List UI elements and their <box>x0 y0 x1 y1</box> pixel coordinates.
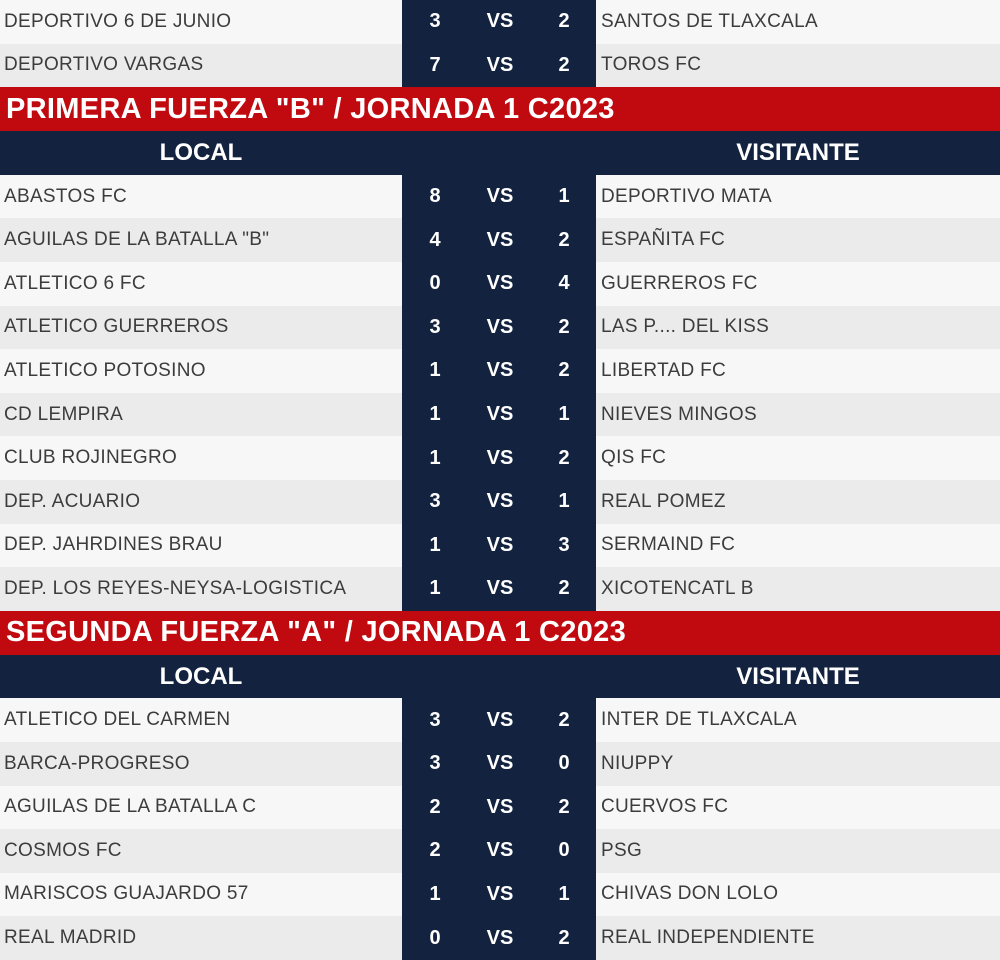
local-team: DEPORTIVO 6 DE JUNIO <box>4 10 232 32</box>
away-score: 2 <box>558 53 570 76</box>
score <box>402 698 596 742</box>
away-score: 2 <box>558 926 570 949</box>
visiting-team: TOROS FC <box>601 54 702 76</box>
visiting-team: INTER DE TLAXCALA <box>601 709 797 731</box>
visiting-team: XICOTENCATL B <box>601 577 754 599</box>
score <box>402 916 596 960</box>
score <box>402 0 596 44</box>
score-header-spacer <box>402 131 596 175</box>
match-row <box>0 873 1000 917</box>
home-score: 3 <box>429 10 441 33</box>
visiting-team: REAL INDEPENDIENTE <box>601 927 815 949</box>
local-team: AGUILAS DE LA BATALLA C <box>4 796 257 818</box>
visiting-team: ESPAÑITA FC <box>601 229 726 251</box>
home-score: 3 <box>429 752 441 775</box>
score <box>402 786 596 830</box>
home-score: 1 <box>429 359 441 382</box>
match-row <box>0 567 1000 611</box>
score <box>402 218 596 262</box>
score <box>402 393 596 437</box>
local-team: DEPORTIVO VARGAS <box>4 54 204 76</box>
away-score: 0 <box>558 839 570 862</box>
home-score: 3 <box>429 708 441 731</box>
away-score: 2 <box>558 795 570 818</box>
away-score: 3 <box>558 533 570 556</box>
local-team: DEP. LOS REYES-NEYSA-LOGISTICA <box>4 577 347 599</box>
local-team: ATLETICO POTOSINO <box>4 359 206 381</box>
match-row <box>0 480 1000 524</box>
match-row <box>0 829 1000 873</box>
visiting-team: PSG <box>601 839 643 861</box>
score <box>402 567 596 611</box>
visiting-team: LIBERTAD FC <box>601 359 727 381</box>
column-header-row <box>0 655 1000 699</box>
vs-label: VS <box>486 315 514 338</box>
visiting-team: LAS P.... DEL KISS <box>601 316 770 338</box>
visiting-team: NIEVES MINGOS <box>601 403 757 425</box>
score <box>402 306 596 350</box>
score <box>402 349 596 393</box>
vs-label: VS <box>486 577 514 600</box>
away-score: 2 <box>558 315 570 338</box>
away-score: 0 <box>558 752 570 775</box>
match-row <box>0 0 1000 44</box>
match-row <box>0 306 1000 350</box>
local-team: CD LEMPIRA <box>4 403 124 425</box>
visiting-team: SERMAIND FC <box>601 534 736 556</box>
home-score: 0 <box>429 272 441 295</box>
home-score: 2 <box>429 795 441 818</box>
match-row <box>0 393 1000 437</box>
vs-label: VS <box>486 359 514 382</box>
results-list <box>0 698 1000 960</box>
vs-label: VS <box>486 185 514 208</box>
home-score: 1 <box>429 882 441 905</box>
local-team: ATLETICO DEL CARMEN <box>4 709 231 731</box>
score-header-spacer <box>402 655 596 699</box>
local-team: DEP. ACUARIO <box>4 490 141 512</box>
section-segunda-fuerza-a <box>0 611 1000 960</box>
match-row <box>0 44 1000 88</box>
away-score: 1 <box>558 882 570 905</box>
local-team: REAL MADRID <box>4 927 137 949</box>
section-primera-fuerza-b <box>0 87 1000 611</box>
score <box>402 742 596 786</box>
local-header: LOCAL <box>159 662 243 690</box>
home-score: 0 <box>429 926 441 949</box>
visiting-team: DEPORTIVO MATA <box>601 185 772 207</box>
score <box>402 873 596 917</box>
away-score: 1 <box>558 403 570 426</box>
local-team: ATLETICO 6 FC <box>4 272 146 294</box>
vs-label: VS <box>486 53 514 76</box>
score <box>402 436 596 480</box>
visiting-team: QIS FC <box>601 447 667 469</box>
away-score: 2 <box>558 446 570 469</box>
score <box>402 829 596 873</box>
vs-label: VS <box>486 446 514 469</box>
away-score: 1 <box>558 185 570 208</box>
home-score: 1 <box>429 403 441 426</box>
home-score: 2 <box>429 839 441 862</box>
away-score: 1 <box>558 490 570 513</box>
column-header-row <box>0 131 1000 175</box>
local-team: BARCA-PROGRESO <box>4 752 190 774</box>
match-row <box>0 698 1000 742</box>
match-row <box>0 349 1000 393</box>
home-score: 7 <box>429 53 441 76</box>
top-results <box>0 0 1000 87</box>
score <box>402 480 596 524</box>
away-score: 2 <box>558 359 570 382</box>
local-header: LOCAL <box>159 138 243 166</box>
local-team: MARISCOS GUAJARDO 57 <box>4 883 249 905</box>
results-list <box>0 175 1000 611</box>
match-row <box>0 786 1000 830</box>
vs-label: VS <box>486 926 514 949</box>
section-title: PRIMERA FUERZA "B" / JORNADA 1 C2023 <box>0 87 1000 131</box>
visit-header: VISITANTE <box>736 138 860 166</box>
match-row <box>0 524 1000 568</box>
vs-label: VS <box>486 752 514 775</box>
visiting-team: REAL POMEZ <box>601 490 726 512</box>
match-row <box>0 218 1000 262</box>
vs-label: VS <box>486 490 514 513</box>
away-score: 4 <box>558 272 570 295</box>
vs-label: VS <box>486 272 514 295</box>
local-team: AGUILAS DE LA BATALLA "B" <box>4 229 270 251</box>
home-score: 4 <box>429 228 441 251</box>
vs-label: VS <box>486 403 514 426</box>
visit-header: VISITANTE <box>736 662 860 690</box>
vs-label: VS <box>486 839 514 862</box>
score <box>402 262 596 306</box>
away-score: 2 <box>558 10 570 33</box>
score <box>402 524 596 568</box>
vs-label: VS <box>486 795 514 818</box>
visiting-team: SANTOS DE TLAXCALA <box>601 10 818 32</box>
match-row <box>0 175 1000 219</box>
home-score: 1 <box>429 446 441 469</box>
home-score: 1 <box>429 577 441 600</box>
vs-label: VS <box>486 10 514 33</box>
local-team: ABASTOS FC <box>4 185 128 207</box>
home-score: 3 <box>429 315 441 338</box>
visiting-team: GUERREROS FC <box>601 272 758 294</box>
away-score: 2 <box>558 577 570 600</box>
local-team: ATLETICO GUERREROS <box>4 316 229 338</box>
match-row <box>0 916 1000 960</box>
vs-label: VS <box>486 533 514 556</box>
visiting-team: CHIVAS DON LOLO <box>601 883 779 905</box>
home-score: 8 <box>429 185 441 208</box>
match-row <box>0 742 1000 786</box>
match-row <box>0 436 1000 480</box>
away-score: 2 <box>558 228 570 251</box>
match-row <box>0 262 1000 306</box>
home-score: 1 <box>429 533 441 556</box>
local-team: COSMOS FC <box>4 839 122 861</box>
vs-label: VS <box>486 708 514 731</box>
score <box>402 175 596 219</box>
away-score: 2 <box>558 708 570 731</box>
vs-label: VS <box>486 882 514 905</box>
score <box>402 44 596 88</box>
section-title: SEGUNDA FUERZA "A" / JORNADA 1 C2023 <box>0 611 1000 655</box>
vs-label: VS <box>486 228 514 251</box>
visiting-team: CUERVOS FC <box>601 796 729 818</box>
visiting-team: NIUPPY <box>601 752 674 774</box>
local-team: CLUB ROJINEGRO <box>4 447 178 469</box>
local-team: DEP. JAHRDINES BRAU <box>4 534 223 556</box>
home-score: 3 <box>429 490 441 513</box>
